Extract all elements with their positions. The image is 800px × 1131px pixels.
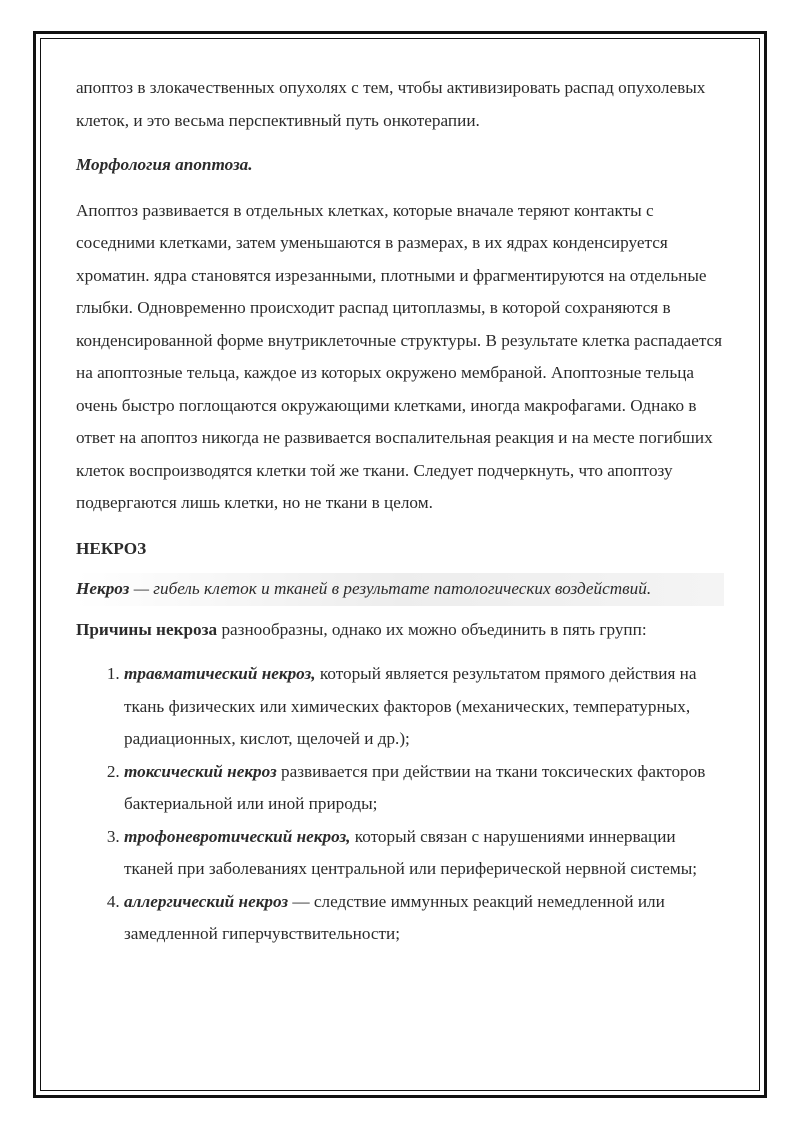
- cause-text: который связан с нарушениями иннервации тканей при заболеваниях центральной или периферической нервной системы;: [124, 826, 698, 878]
- list-item: [124, 658, 726, 756]
- necrosis-definition: [76, 573, 724, 606]
- intro-paragraph: апоптоз в злокачественных опухолях с тем, чтобы активизировать распад опухолевых клеток, и это весьма перспективный путь онкотерапии.: [76, 78, 706, 130]
- definition-term: Некроз: [76, 579, 130, 598]
- causes-list: [76, 658, 726, 951]
- list-item: [124, 886, 726, 951]
- necrosis-heading: НЕКРОЗ: [76, 538, 147, 558]
- cause-text: развивается при действии на ткани токсических факторов бактериальной или иной природы;: [124, 761, 706, 813]
- document-body: [76, 72, 726, 951]
- cause-term: аллергический некроз: [124, 891, 289, 911]
- morphology-paragraph: Апоптоз развивается в отдельных клетках, которые вначале теряют контакты с соседними клетками, затем уменьшаются в размерах, в их ядрах конденсируется хроматин. ядра становятся изрезанными, плотными и фрагментируются на отдельные глыбки. Одновременно происходит распад цитоплазмы, в которой сохраняются в конденсированной форме внутриклеточные структуры. В результате клетка распадается на апоптозные тельца, каждое из которых окружено мембраной. Апоптозные тельца очень быстро поглощаются окружающими клетками, иногда макрофагами. Однако в ответ на апоптоз никогда не развивается воспалительная реакция и на месте погибших клеток воспроизводятся клетки той же ткани. Следует подчеркнуть, что апоптозу подвергаются лишь клетки, но не ткани в целом.: [76, 200, 723, 512]
- cause-term: трофоневротический некроз,: [124, 826, 351, 846]
- cause-term: травматический некроз,: [124, 664, 316, 683]
- cause-term: токсический некроз: [124, 761, 277, 781]
- causes-text: разнообразны, однако их можно объединить в пять групп:: [217, 619, 647, 639]
- causes-paragraph: [76, 614, 726, 647]
- definition-text: — гибель клеток и тканей в результате патологических воздействий.: [129, 579, 652, 598]
- cause-text: — следствие иммунных реакций немедленной или замедленной гиперчувствительности;: [124, 891, 665, 943]
- causes-lead: Причины некроза: [76, 619, 218, 639]
- morphology-heading: Морфология апоптоза.: [76, 155, 253, 174]
- list-item: [124, 821, 726, 886]
- list-item: [124, 756, 726, 821]
- cause-text: который является результатом прямого действия на ткань физических или химических факторов (механических, температурных, радиационных, кислот, щелочей и др.);: [124, 664, 697, 748]
